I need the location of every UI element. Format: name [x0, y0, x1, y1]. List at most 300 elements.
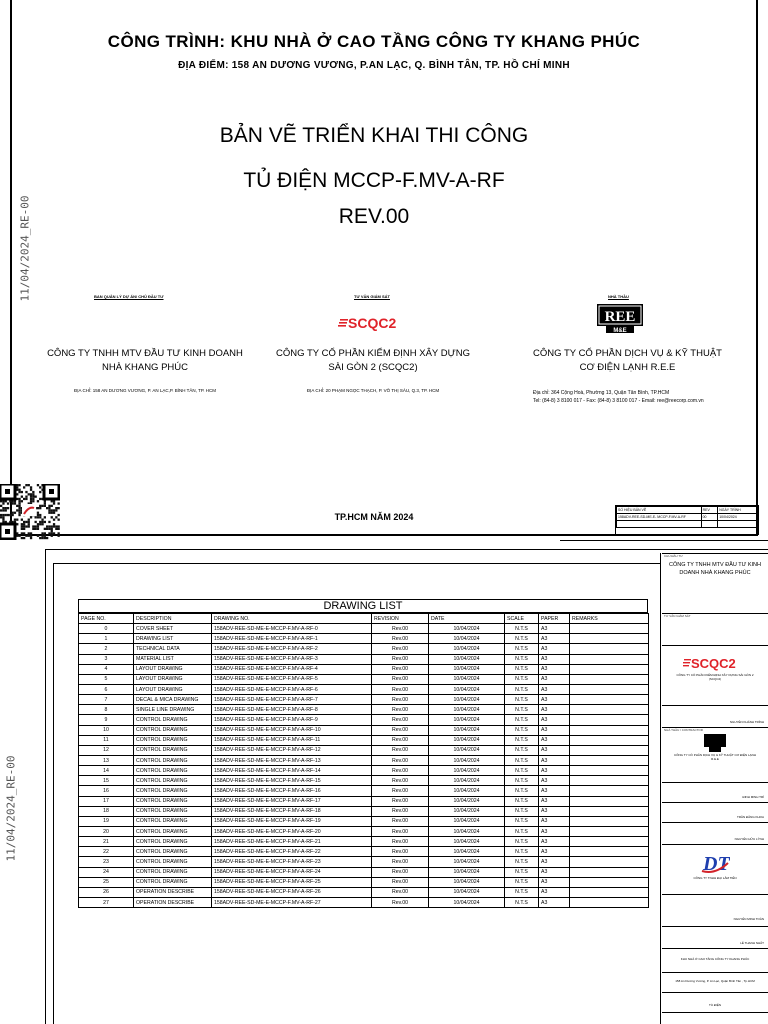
- table-cell: Rev.00: [372, 674, 429, 684]
- table-cell: 158ADV-REE-SD-ME-E-MCCP-F.MV-A-RF-4: [212, 664, 372, 674]
- table-cell: N.T.S: [505, 887, 539, 897]
- table-row: [79, 644, 649, 654]
- table-row: [79, 776, 649, 786]
- table-cell: 158ADV-REE-SD-ME-E-MCCP-F.MV-A-RF-1: [212, 634, 372, 644]
- stamp-rev: 00: [701, 514, 718, 521]
- tb-consultant: [662, 645, 768, 705]
- project-location: ĐỊA ĐIỂM: 158 AN DƯƠNG VƯƠNG, P.AN LẠC, Q. BÌNH TÂN, TP. HỒ CHÍ MINH: [178, 60, 570, 71]
- tb-project-addr: 158 An Dương Vương, P. An Lạc, Quận Bình Tân , Tp.HCM: [675, 979, 755, 983]
- tb-contractor: [662, 727, 768, 782]
- tb-owner: [662, 553, 768, 593]
- table-cell: [570, 745, 649, 755]
- col-revision: REVISION: [372, 614, 429, 624]
- table-cell: 5: [79, 674, 134, 684]
- table-cell: A3: [539, 624, 570, 634]
- table-cell: Rev.00: [372, 837, 429, 847]
- table-cell: 10/04/2024: [429, 644, 505, 654]
- table-cell: N.T.S: [505, 786, 539, 796]
- cover-stamp-block: [615, 505, 759, 535]
- table-cell: N.T.S: [505, 857, 539, 867]
- table-cell: CONTROL DRAWING: [134, 715, 212, 725]
- table-cell: Rev.00: [372, 654, 429, 664]
- table-cell: N.T.S: [505, 877, 539, 887]
- table-cell: LAYOUT DRAWING: [134, 664, 212, 674]
- table-cell: N.T.S: [505, 816, 539, 826]
- table-cell: [570, 857, 649, 867]
- tb-person-2: TRẦN ĐĂNG KHOA: [736, 815, 764, 819]
- table-cell: 158ADV-REE-SD-ME-E-MCCP-F.MV-A-RF-16: [212, 786, 372, 796]
- table-cell: CONTROL DRAWING: [134, 837, 212, 847]
- table-cell: N.T.S: [505, 735, 539, 745]
- table-cell: N.T.S: [505, 755, 539, 765]
- tb-sign-2: [662, 802, 768, 822]
- tb-section-name: TỦ ĐIỆN: [709, 1003, 721, 1007]
- table-cell: Rev.00: [372, 705, 429, 715]
- table-cell: 10/04/2024: [429, 816, 505, 826]
- stamp-empty-cell: [718, 521, 758, 528]
- table-cell: CONTROL DRAWING: [134, 745, 212, 755]
- stamp-col-date: NGÀY TRÌNH: [718, 507, 758, 514]
- table-cell: 158ADV-REE-SD-ME-E-MCCP-F.MV-A-RF-27: [212, 897, 372, 907]
- table-cell: 27: [79, 897, 134, 907]
- table-cell: OPERATION DESCRIBE: [134, 887, 212, 897]
- table-row: [79, 674, 649, 684]
- owner-label: BAN QUẢN LÝ DỰ ÁN/ CHỦ ĐẦU TƯ: [94, 294, 164, 299]
- cover-sheet: [10, 0, 758, 536]
- document-title: BẢN VẼ TRIỂN KHAI THI CÔNG: [219, 124, 529, 147]
- table-cell: 158ADV-REE-SD-ME-E-MCCP-F.MV-A-RF-14: [212, 766, 372, 776]
- table-cell: 10/04/2024: [429, 776, 505, 786]
- stamp-date: 10/04/2024: [718, 514, 758, 521]
- table-cell: A3: [539, 684, 570, 694]
- table-cell: CONTROL DRAWING: [134, 755, 212, 765]
- table-cell: A3: [539, 755, 570, 765]
- table-cell: CONTROL DRAWING: [134, 786, 212, 796]
- table-row: [79, 705, 649, 715]
- table-cell: 158ADV-REE-SD-ME-E-MCCP-F.MV-A-RF-23: [212, 857, 372, 867]
- table-cell: 10/04/2024: [429, 745, 505, 755]
- table-cell: A3: [539, 867, 570, 877]
- table-cell: A3: [539, 664, 570, 674]
- contractor-label: NHÀ THẦU: [608, 294, 629, 299]
- table-cell: MATERIAL LIST: [134, 654, 212, 664]
- table-row: [79, 634, 649, 644]
- table-cell: 158ADV-REE-SD-ME-E-MCCP-F.MV-A-RF-13: [212, 755, 372, 765]
- table-cell: A3: [539, 654, 570, 664]
- consultant-name-line2: SÀI GÒN 2 (SCQC2): [328, 362, 418, 373]
- contractor-address-line: Địa chỉ: 364 Cộng Hoà, Phường 13, Quận Tân Bình, TP.HCM: [533, 390, 670, 396]
- table-cell: [570, 877, 649, 887]
- table-cell: 158ADV-REE-SD-ME-E-MCCP-F.MV-A-RF-7: [212, 695, 372, 705]
- table-cell: 15: [79, 776, 134, 786]
- table-cell: 158ADV-REE-SD-ME-E-MCCP-F.MV-A-RF-21: [212, 837, 372, 847]
- tb-contractor-label: NHÀ THẦU / CONTRACTOR: [664, 728, 703, 732]
- tb-person-1: ĐINH MINH TRÍ: [742, 795, 764, 799]
- table-cell: A3: [539, 715, 570, 725]
- table-cell: [570, 786, 649, 796]
- table-cell: [570, 776, 649, 786]
- tb-consultant-label: TƯ VẤN GIÁM SÁT: [664, 614, 691, 618]
- table-cell: N.T.S: [505, 897, 539, 907]
- table-row: [79, 826, 649, 836]
- table-cell: 18: [79, 806, 134, 816]
- table-cell: 8: [79, 705, 134, 715]
- table-header-row: [79, 614, 649, 624]
- table-cell: N.T.S: [505, 674, 539, 684]
- table-cell: 158ADV-REE-SD-ME-E-MCCP-F.MV-A-RF-10: [212, 725, 372, 735]
- table-cell: A3: [539, 674, 570, 684]
- table-cell: 20: [79, 826, 134, 836]
- table-cell: 158ADV-REE-SD-ME-E-MCCP-F.MV-A-RF-11: [212, 735, 372, 745]
- table-cell: [570, 755, 649, 765]
- tb-bottom: [662, 1012, 768, 1024]
- tb-sign-4: [662, 894, 768, 926]
- tb-ree-logo: [662, 734, 768, 753]
- scqc2-logo-text: SCQC2: [348, 315, 397, 331]
- table-cell: N.T.S: [505, 644, 539, 654]
- table-cell: Rev.00: [372, 715, 429, 725]
- table-cell: N.T.S: [505, 766, 539, 776]
- table-row: [79, 887, 649, 897]
- table-cell: [570, 826, 649, 836]
- table-cell: [570, 715, 649, 725]
- table-cell: [570, 644, 649, 654]
- contractor-name-line2: CƠ ĐIỆN LẠNH R.E.E: [579, 362, 676, 373]
- sheet-divider: [560, 540, 768, 541]
- table-cell: N.T.S: [505, 654, 539, 664]
- table-cell: A3: [539, 695, 570, 705]
- tb-sign-1: [662, 782, 768, 802]
- table-cell: 10/04/2024: [429, 725, 505, 735]
- footer-city-year: TP.HCM NĂM 2024: [334, 512, 414, 522]
- table-cell: CONTROL DRAWING: [134, 725, 212, 735]
- table-cell: A3: [539, 745, 570, 755]
- table-cell: Rev.00: [372, 826, 429, 836]
- ree-logo: [597, 304, 643, 334]
- table-cell: 16: [79, 786, 134, 796]
- tb-sub-name: CÔNG TY TNHH ĐẠI LÂM TIẾN: [693, 876, 737, 880]
- table-row: [79, 837, 649, 847]
- table-cell: A3: [539, 705, 570, 715]
- col-drawing-no: DRAWING NO.: [212, 614, 372, 624]
- contractor-contact-line: Tel: (84-8) 3 8100 017 - Fax: (84-8) 3 8100 017 - Email: ree@reecorp.com.vn: [533, 398, 704, 404]
- owner-name-line1: CÔNG TY TNHH MTV ĐẦU TƯ KINH DOANH: [47, 348, 243, 359]
- table-cell: Rev.00: [372, 766, 429, 776]
- table-cell: A3: [539, 796, 570, 806]
- table-cell: [570, 654, 649, 664]
- table-cell: 158ADV-REE-SD-ME-E-MCCP-F.MV-A-RF-5: [212, 674, 372, 684]
- table-row: [79, 725, 649, 735]
- table-cell: 13: [79, 755, 134, 765]
- revision-title: REV.00: [338, 205, 410, 228]
- table-cell: A3: [539, 766, 570, 776]
- table-cell: N.T.S: [505, 695, 539, 705]
- contractor-name-line1: CÔNG TY CỔ PHẦN DỊCH VỤ & KỸ THUẬT: [533, 348, 722, 359]
- table-cell: CONTROL DRAWING: [134, 735, 212, 745]
- table-row: [79, 755, 649, 765]
- stamp-col-drawing-no: SỐ HIỆU BẢN VẼ: [617, 507, 702, 514]
- table-cell: CONTROL DRAWING: [134, 847, 212, 857]
- table-cell: [570, 624, 649, 634]
- table-cell: A3: [539, 857, 570, 867]
- table-cell: CONTROL DRAWING: [134, 867, 212, 877]
- table-cell: 7: [79, 695, 134, 705]
- table-cell: 6: [79, 684, 134, 694]
- table-cell: N.T.S: [505, 796, 539, 806]
- table-cell: [570, 705, 649, 715]
- table-cell: A3: [539, 725, 570, 735]
- table-row: [79, 867, 649, 877]
- table-cell: Rev.00: [372, 897, 429, 907]
- table-cell: 158ADV-REE-SD-ME-E-MCCP-F.MV-A-RF-0: [212, 624, 372, 634]
- table-cell: 158ADV-REE-SD-ME-E-MCCP-F.MV-A-RF-17: [212, 796, 372, 806]
- table-cell: 12: [79, 745, 134, 755]
- table-cell: 158ADV-REE-SD-ME-E-MCCP-F.MV-A-RF-2: [212, 644, 372, 654]
- owner-address: ĐỊA CHỈ: 158 AN DƯƠNG VƯƠNG, P. AN LẠC,P. BÌNH TÂN, TP. HCM: [73, 388, 217, 393]
- table-row: [79, 786, 649, 796]
- table-cell: A3: [539, 634, 570, 644]
- table-cell: 14: [79, 766, 134, 776]
- table-cell: Rev.00: [372, 786, 429, 796]
- table-cell: Rev.00: [372, 695, 429, 705]
- vertical-date-stamp-2: 11/04/2024_RE-00: [4, 755, 18, 862]
- table-cell: 158ADV-REE-SD-ME-E-MCCP-F.MV-A-RF-18: [212, 806, 372, 816]
- table-cell: A3: [539, 776, 570, 786]
- tb-person-3: NGUYỄN HỮU LÝNH: [734, 837, 764, 841]
- contractor-address: [533, 389, 704, 405]
- table-cell: 17: [79, 796, 134, 806]
- table-row: [79, 766, 649, 776]
- col-scale: SCALE: [505, 614, 539, 624]
- col-remarks: REMARKS: [570, 614, 649, 624]
- table-cell: N.T.S: [505, 705, 539, 715]
- table-cell: 10/04/2024: [429, 806, 505, 816]
- stamp-empty-cell: [701, 521, 718, 528]
- table-cell: 11: [79, 735, 134, 745]
- table-cell: 10/04/2024: [429, 837, 505, 847]
- table-cell: A3: [539, 897, 570, 907]
- tb-dt-logo: [662, 851, 768, 876]
- table-cell: N.T.S: [505, 624, 539, 634]
- tb-scqc2-logo-text: SCQC2: [691, 656, 736, 671]
- table-cell: A3: [539, 816, 570, 826]
- table-cell: N.T.S: [505, 725, 539, 735]
- table-cell: Rev.00: [372, 877, 429, 887]
- table-row: [79, 897, 649, 907]
- table-cell: TECHNICAL DATA: [134, 644, 212, 654]
- table-cell: 158ADV-REE-SD-ME-E-MCCP-F.MV-A-RF-6: [212, 684, 372, 694]
- table-cell: 10/04/2024: [429, 695, 505, 705]
- table-cell: Rev.00: [372, 755, 429, 765]
- table-cell: 158ADV-REE-SD-ME-E-MCCP-F.MV-A-RF-12: [212, 745, 372, 755]
- col-description: DESCRIPTION: [134, 614, 212, 624]
- table-cell: Rev.00: [372, 644, 429, 654]
- table-cell: [570, 806, 649, 816]
- table-cell: 10/04/2024: [429, 684, 505, 694]
- table-cell: N.T.S: [505, 776, 539, 786]
- tb-owner-name: CÔNG TY TNHH MTV ĐẦU TƯ KINH DOANH NHÀ KHANG PHÚC: [669, 562, 761, 576]
- table-row: [79, 806, 649, 816]
- table-row: [79, 857, 649, 867]
- col-date: DATE: [429, 614, 505, 624]
- table-row: [79, 684, 649, 694]
- tb-sign-5: [662, 926, 768, 948]
- tb-person-4: NGUYỄN MINH TOÀN: [733, 917, 764, 921]
- table-cell: 4: [79, 664, 134, 674]
- consultant-name: [248, 347, 498, 375]
- tb-project: [662, 948, 768, 972]
- scqc2-logo: [338, 313, 408, 333]
- tb-address: [662, 972, 768, 992]
- table-cell: 10/04/2024: [429, 857, 505, 867]
- tb-dt-logo-text: DT: [703, 853, 730, 875]
- table-cell: 22: [79, 847, 134, 857]
- stamp-col-rev: REV: [701, 507, 718, 514]
- table-cell: A3: [539, 644, 570, 654]
- tb-section: [662, 992, 768, 1012]
- table-cell: DECAL & MICA DRAWING: [134, 695, 212, 705]
- table-cell: CONTROL DRAWING: [134, 877, 212, 887]
- table-cell: A3: [539, 826, 570, 836]
- table-cell: 24: [79, 867, 134, 877]
- table-cell: [570, 634, 649, 644]
- table-cell: COVER SHEET: [134, 624, 212, 634]
- table-cell: 158ADV-REE-SD-ME-E-MCCP-F.MV-A-RF-24: [212, 867, 372, 877]
- tb-consultant-person: NGUYỄN KHÁNH TRÌNH: [729, 720, 764, 724]
- table-cell: LAYOUT DRAWING: [134, 684, 212, 694]
- table-cell: [570, 837, 649, 847]
- table-row: [79, 715, 649, 725]
- table-cell: 10/04/2024: [429, 715, 505, 725]
- table-cell: LAYOUT DRAWING: [134, 674, 212, 684]
- drawing-list-title: DRAWING LIST: [78, 599, 648, 613]
- table-cell: CONTROL DRAWING: [134, 816, 212, 826]
- tb-consultant-sign: [662, 705, 768, 727]
- table-cell: 10/04/2024: [429, 624, 505, 634]
- table-cell: A3: [539, 847, 570, 857]
- table-cell: CONTROL DRAWING: [134, 766, 212, 776]
- table-cell: [570, 887, 649, 897]
- table-cell: Rev.00: [372, 634, 429, 644]
- table-cell: 158ADV-REE-SD-ME-E-MCCP-F.MV-A-RF-15: [212, 776, 372, 786]
- table-cell: 26: [79, 887, 134, 897]
- consultant-address: ĐỊA CHỈ: 20 PHẠM NGỌC THẠCH, P. VÕ THỊ SÁU, Q.3, TP. HCM: [306, 388, 440, 393]
- table-cell: N.T.S: [505, 715, 539, 725]
- table-cell: [570, 695, 649, 705]
- tb-scqc2-logo: [662, 654, 768, 673]
- table-cell: 2: [79, 644, 134, 654]
- table-cell: Rev.00: [372, 745, 429, 755]
- table-cell: N.T.S: [505, 745, 539, 755]
- table-cell: A3: [539, 786, 570, 796]
- table-cell: 0: [79, 624, 134, 634]
- table-cell: CONTROL DRAWING: [134, 857, 212, 867]
- table-cell: SINGLE LINE DRAWING: [134, 705, 212, 715]
- table-cell: [570, 816, 649, 826]
- tb-owner-label: CHỦ ĐẦU TƯ: [664, 554, 683, 558]
- tb-sign-3: [662, 822, 768, 844]
- table-cell: [570, 725, 649, 735]
- table-cell: 10/04/2024: [429, 786, 505, 796]
- owner-name: [20, 347, 270, 375]
- table-cell: 10/04/2024: [429, 634, 505, 644]
- table-cell: [570, 796, 649, 806]
- tb-project-name: KHU NHÀ Ở CAO TẦNG CÔNG TY KHANG PHÚC: [680, 957, 750, 961]
- table-cell: 21: [79, 837, 134, 847]
- table-cell: 10/04/2024: [429, 867, 505, 877]
- table-cell: Rev.00: [372, 664, 429, 674]
- table-cell: Rev.00: [372, 735, 429, 745]
- panel-name: TỦ ĐIỆN MCCP-F.MV-A-RF: [243, 169, 505, 192]
- drawing-list-table: [78, 613, 649, 908]
- table-cell: 158ADV-REE-SD-ME-E-MCCP-F.MV-A-RF-22: [212, 847, 372, 857]
- ree-logo-subtext: M&E: [613, 328, 627, 334]
- table-cell: 10: [79, 725, 134, 735]
- table-cell: 10/04/2024: [429, 897, 505, 907]
- table-cell: 23: [79, 857, 134, 867]
- table-cell: 1: [79, 634, 134, 644]
- table-cell: [570, 735, 649, 745]
- table-row: [79, 816, 649, 826]
- table-cell: 3: [79, 654, 134, 664]
- stamp-drawing-no: 158ADV-REE-SD-ME-E- MCCP-F.MV-A-RF: [617, 514, 702, 521]
- table-cell: N.T.S: [505, 664, 539, 674]
- table-row: [79, 745, 649, 755]
- consultant-label: TƯ VẤN GIÁM SÁT: [354, 294, 390, 299]
- table-cell: 158ADV-REE-SD-ME-E-MCCP-F.MV-A-RF-19: [212, 816, 372, 826]
- project-title: CÔNG TRÌNH: KHU NHÀ Ở CAO TẦNG CÔNG TY KHANG PHÚC: [107, 32, 641, 51]
- table-cell: Rev.00: [372, 816, 429, 826]
- tb-person-5: LÊ THANH NHẤT: [740, 941, 764, 945]
- consultant-name-line1: CÔNG TY CỔ PHẦN KIỂM ĐỊNH XÂY DỰNG: [276, 348, 470, 359]
- table-cell: 10/04/2024: [429, 877, 505, 887]
- vertical-date-stamp: 11/04/2024_RE-00: [18, 195, 32, 302]
- table-row: [79, 735, 649, 745]
- tb-contractor-name: CÔNG TY CỔ PHẦN DỊCH VỤ & KỸ THUẬT CƠ ĐIỆN LẠNH R.E.E: [673, 753, 757, 761]
- table-cell: Rev.00: [372, 887, 429, 897]
- table-cell: Rev.00: [372, 776, 429, 786]
- owner-name-line2: NHÀ KHANG PHÚC: [101, 362, 189, 373]
- table-cell: 158ADV-REE-SD-ME-E-MCCP-F.MV-A-RF-9: [212, 715, 372, 725]
- table-cell: N.T.S: [505, 867, 539, 877]
- table-cell: 158ADV-REE-SD-ME-E-MCCP-F.MV-A-RF-26: [212, 887, 372, 897]
- table-row: [79, 654, 649, 664]
- table-cell: 10/04/2024: [429, 887, 505, 897]
- table-row: [79, 664, 649, 674]
- table-cell: Rev.00: [372, 857, 429, 867]
- table-cell: CONTROL DRAWING: [134, 806, 212, 816]
- table-cell: 10/04/2024: [429, 654, 505, 664]
- table-cell: 10/04/2024: [429, 735, 505, 745]
- table-cell: Rev.00: [372, 847, 429, 857]
- table-cell: DRAWING LIST: [134, 634, 212, 644]
- table-cell: OPERATION DESCRIBE: [134, 897, 212, 907]
- tb-subcontractor: [662, 844, 768, 894]
- table-cell: 10/04/2024: [429, 664, 505, 674]
- table-cell: Rev.00: [372, 725, 429, 735]
- table-cell: A3: [539, 877, 570, 887]
- table-cell: 9: [79, 715, 134, 725]
- table-row: [79, 877, 649, 887]
- table-cell: A3: [539, 735, 570, 745]
- table-cell: CONTROL DRAWING: [134, 796, 212, 806]
- table-cell: [570, 847, 649, 857]
- ree-logo-text: REE: [604, 309, 636, 325]
- table-cell: 25: [79, 877, 134, 887]
- table-cell: N.T.S: [505, 826, 539, 836]
- table-cell: N.T.S: [505, 806, 539, 816]
- table-cell: Rev.00: [372, 684, 429, 694]
